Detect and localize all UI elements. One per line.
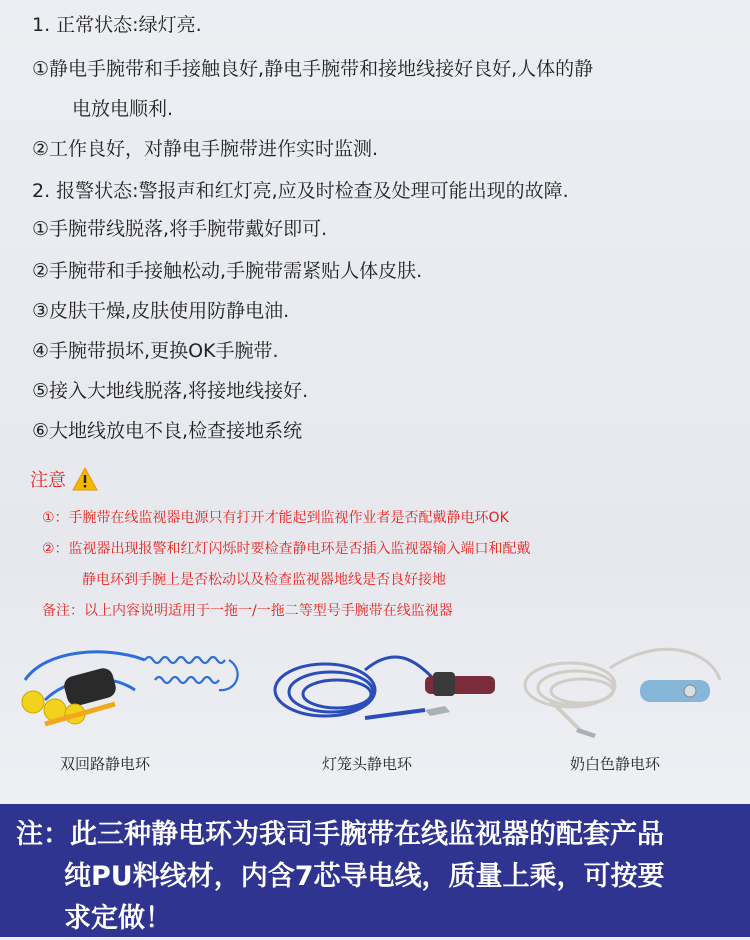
normal-item-2: ②工作良好，对静电手腕带进作实时监测.: [32, 138, 379, 160]
alarm-item-1: ①手腕带线脱落,将手腕带戴好即可.: [32, 218, 328, 240]
dual-circuit-wrist-strap-icon: [5, 640, 245, 740]
banner-line-2: 纯PU料线材，内含7芯导电线，质量上乘，可按要: [64, 861, 665, 892]
alarm-item-2: ②手腕带和手接触松动,手腕带需紧贴人体皮肤.: [32, 260, 423, 282]
product-gallery: [0, 640, 750, 790]
banner-line-3: 求定做！: [64, 903, 172, 934]
product-label-3: 奶白色静电环: [570, 755, 661, 773]
milk-white-wrist-strap-icon: [510, 640, 745, 740]
normal-item-1-cont: 电放电顺利.: [72, 98, 174, 120]
notice-title: [30, 466, 98, 492]
alarm-item-6: ⑥大地线放电不良,检查接地系统: [32, 420, 303, 442]
alarm-state-heading: 2. 报警状态:警报声和红灯亮,应及时检查及处理可能出现的故障.: [32, 180, 569, 202]
notice-remark: 备注：以上内容说明适用于一拖一/一拖二等型号手腕带在线监视器: [42, 603, 453, 619]
product-label-2: 灯笼头静电环: [322, 755, 413, 773]
notice-item-1: ①：手腕带在线监视器电源只有打开才能起到监视作业者是否配戴静电环OK: [42, 510, 509, 526]
normal-state-heading: 1. 正常状态:绿灯亮.: [32, 14, 202, 36]
product-label-1: 双回路静电环: [60, 755, 151, 773]
normal-item-1: ①静电手腕带和手接触良好,静电手腕带和接地线接好良好,人体的静: [32, 58, 594, 80]
lantern-head-wrist-strap-icon: [265, 640, 505, 740]
alarm-item-4: ④手腕带损坏,更换OK手腕带.: [32, 340, 279, 362]
alarm-item-5: ⑤接入大地线脱落,将接地线接好.: [32, 380, 309, 402]
alarm-item-3: ③皮肤干燥,皮肤使用防静电油.: [32, 300, 290, 322]
warning-icon: [72, 467, 98, 491]
footer-banner: [0, 804, 750, 937]
notice-title-text: 注意: [30, 470, 66, 491]
notice-item-2-cont: 静电环到手腕上是否松动以及检查监视器地线是否良好接地: [82, 572, 446, 588]
banner-line-1: 注：此三种静电环为我司手腕带在线监视器的配套产品: [16, 819, 664, 850]
notice-item-2: ②：监视器出现报警和红灯闪烁时要检查静电环是否插入监视器输入端口和配戴: [42, 541, 531, 557]
